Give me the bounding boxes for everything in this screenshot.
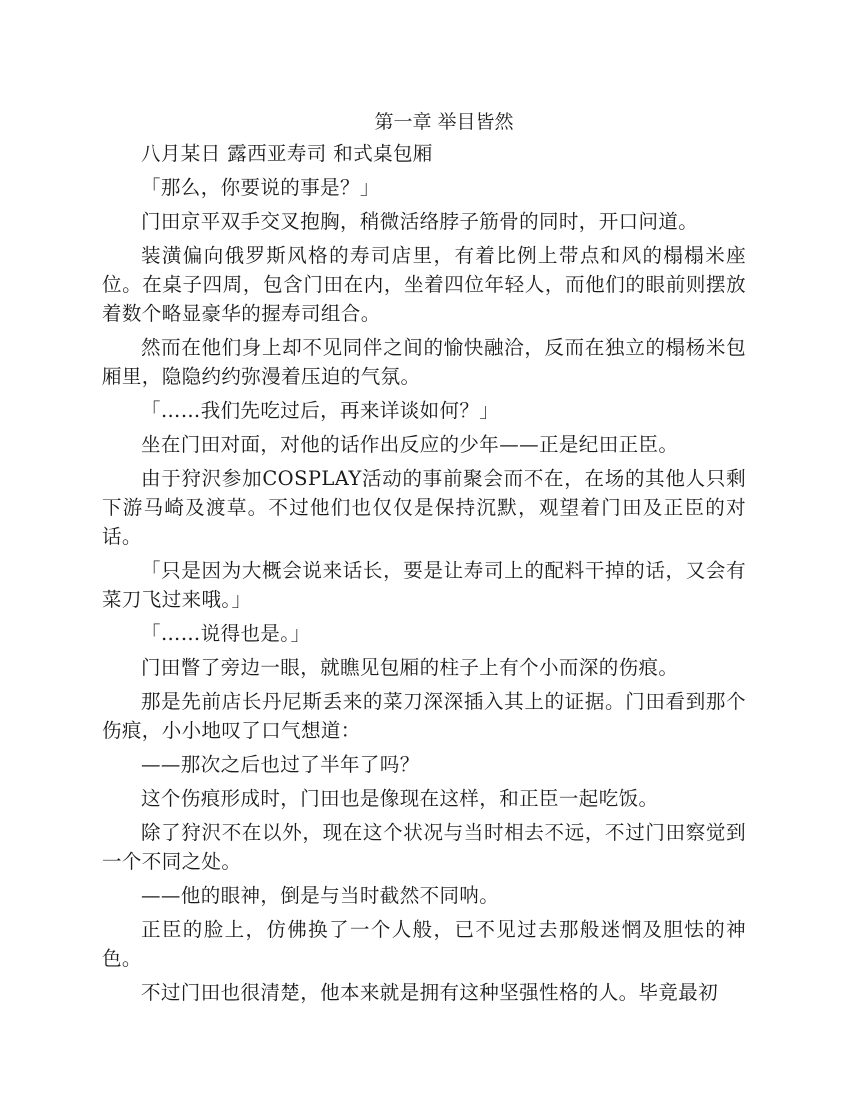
paragraph: 由于狩沢参加COSPLAY活动的事前聚会而不在，在场的其他人只剩下游马崎及渡草。不过他们也仅仅是保持沉默，观望着门田及正臣的对话。	[102, 467, 746, 548]
paragraph: 坐在门田对面，对他的话作出反应的少年——正是纪田正臣。	[141, 433, 679, 456]
paragraph: 然而在他们身上却不见同伴之间的愉快融洽，反而在独立的榻杨米包厢里，隐隐约约弥漫着压迫的气氛。	[102, 336, 746, 388]
chapter-title: 第一章 举目皆然	[374, 111, 514, 133]
paragraph: 除了狩沢不在以外，现在这个状况与当时相去不远，不过门田察觉到一个不同之处。	[102, 821, 746, 873]
paragraph: 「那么，你要说的事是？」	[141, 176, 380, 199]
paragraph: 八月某日 露西亚寿司 和式桌包厢	[141, 142, 433, 165]
paragraph: 「……说得也是。」	[141, 622, 311, 645]
paragraph: 装潢偏向俄罗斯风格的寿司店里，有着比例上带点和风的榻榻米座位。在桌子四周，包含门田在内，坐着四位年轻人，而他们的眼前则摆放着数个略显豪华的握寿司组合。	[102, 244, 746, 325]
paragraph: 这个伤痕形成时，门田也是像现在这样，和正臣一起吃饭。	[141, 787, 659, 810]
paragraph: 「……我们先吃过后，再来详谈如何？」	[141, 399, 500, 422]
paragraph: 不过门田也很清楚，他本来就是拥有这种坚强性格的人。毕竟最初	[141, 981, 719, 1004]
paragraph: 正臣的脸上，仿佛换了一个人般，已不见过去那般迷惘及胆怯的神色。	[102, 918, 746, 970]
document-page	[102, 108, 746, 1012]
paragraph: 「只是因为大概会说来话长，要是让寿司上的配料干掉的话，又会有菜刀飞过来哦。」	[102, 559, 746, 611]
paragraph: ——他的眼神，倒是与当时截然不同呐。	[141, 884, 500, 907]
paragraph: 门田瞥了旁边一眼，就瞧见包厢的柱子上有个小而深的伤痕。	[141, 656, 679, 679]
paragraph: 那是先前店长丹尼斯丢来的菜刀深深插入其上的证据。门田看到那个伤痕，小小地叹了口气想道：	[102, 690, 746, 742]
paragraph: ——那次之后也过了半年了吗？	[141, 753, 420, 776]
paragraph: 门田京平双手交叉抱胸，稍微活络脖子筋骨的同时，开口问道。	[141, 210, 699, 233]
